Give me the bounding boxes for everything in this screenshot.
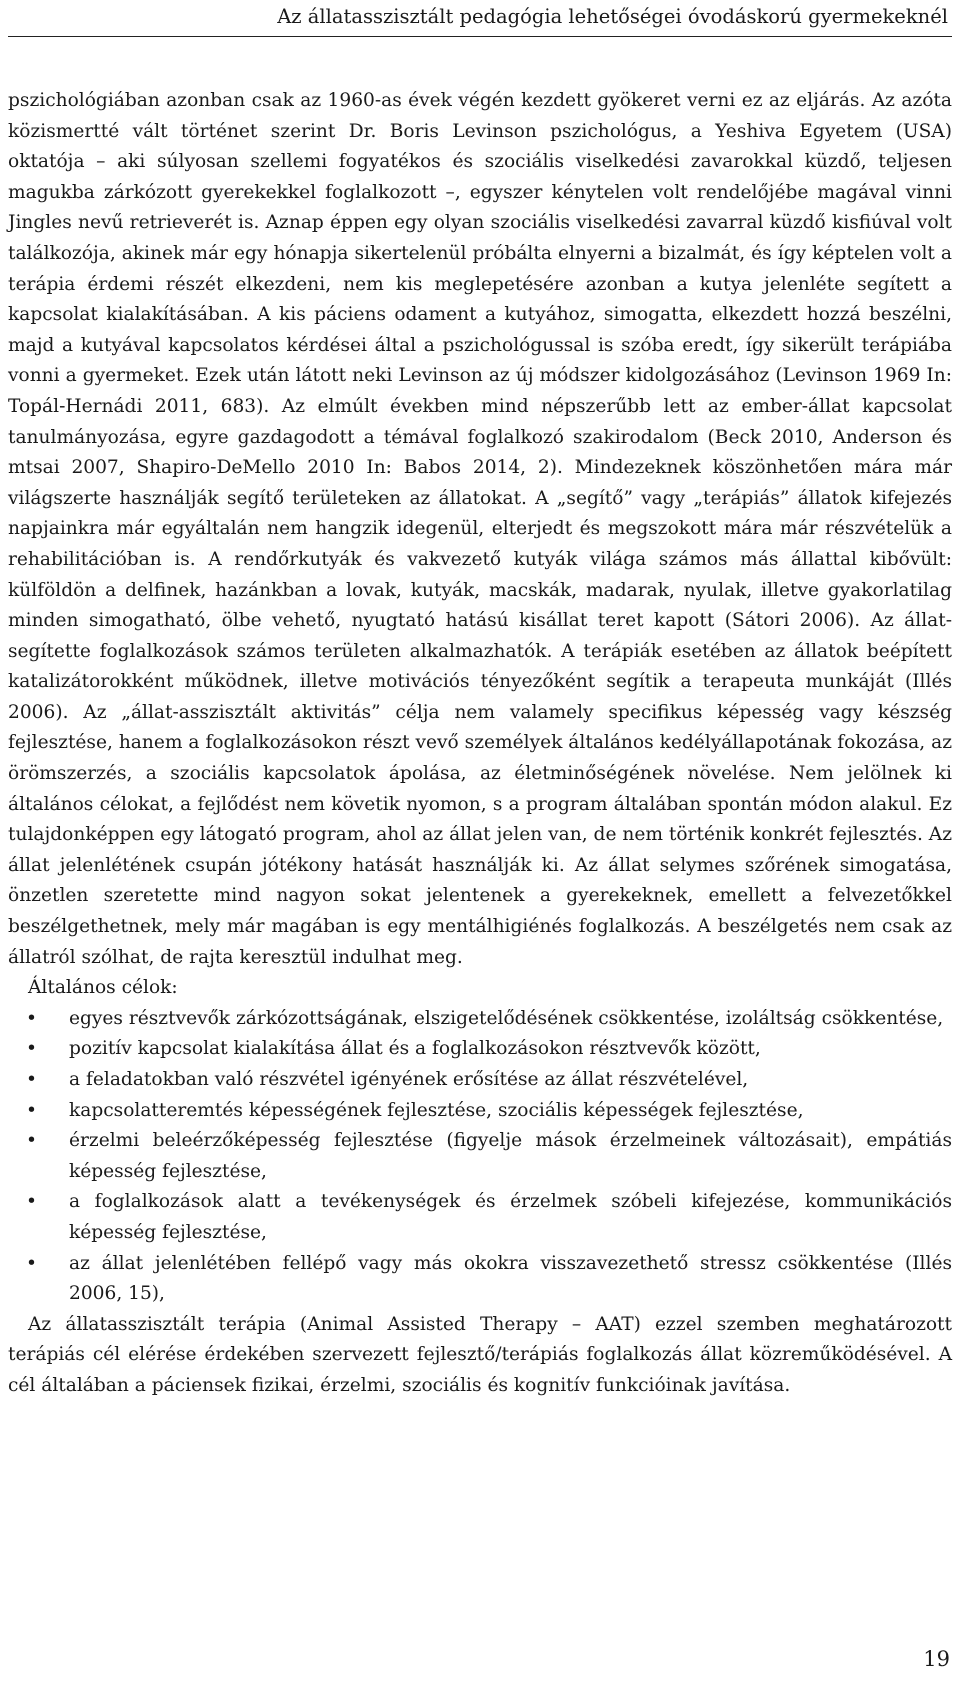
- list-item-text: kapcsolatteremtés képességének fejlesztése, szociális képességek fejlesztése,: [69, 1099, 804, 1121]
- page-body: [8, 86, 952, 1402]
- list-item-text: a feladatokban való részvétel igényének erősítése az állat részvételével,: [69, 1069, 749, 1090]
- bullet-icon: •: [26, 1099, 37, 1121]
- list-intro: Általános célok:: [28, 977, 178, 999]
- page-number: 19: [923, 1647, 950, 1671]
- list-item-text: egyes résztvevők zárkózottságának, elszigetelődésének csökkentése, izoláltság csökkentése,: [69, 1007, 944, 1029]
- goals-list: [8, 1004, 952, 1310]
- list-item: [8, 1065, 952, 1096]
- bullet-icon: •: [26, 1069, 37, 1090]
- bullet-icon: •: [26, 1038, 37, 1060]
- list-item-text: a foglalkozások alatt a tevékenységek és érzelmek szóbeli kifejezése, kommunikációs képesség fejlesztése,: [69, 1191, 952, 1243]
- bullet-icon: •: [26, 1130, 37, 1152]
- list-item: [8, 1187, 952, 1248]
- list-item: [8, 1034, 952, 1065]
- bullet-icon: •: [26, 1252, 37, 1274]
- list-item-text: érzelmi beleérzőképesség fejlesztése (figyelje mások érzelmeinek változásait), empátiás képesség fejlesztése,: [69, 1130, 952, 1182]
- list-item: [8, 1126, 952, 1187]
- body-paragraph: pszichológiában azonban csak az 1960-as évek végén kezdett gyökeret verni ez az eljárás. Az azóta közismertté vált történet szerint Dr. Boris Levinson pszichológus, a Yeshiva Egyetem (USA) oktatója – aki súlyosan szellemi fogyatékos és szociális viselkedési zavarokkal küzdő, teljesen magukba zárkózott gyerekekkel foglalkozott –, egyszer kénytelen volt rendelőjébe magával vinni Jingles nevű retrieverét is. Aznap éppen egy olyan szociális viselkedési zavarral küzdő kisfiúval volt találkozója, akinek már egy hónapja sikertelenül próbálta elnyerni a bizalmát, és így képtelen volt a terápia érdemi részét elkezdeni, nem kis meglepetésére azonban a kutya jelenléte segített a kapcsolat kialakításában. A kis páciens odament a kutyához, simogatta, elkezdett hozzá beszélni, majd a kutyával kapcsolatos kérdései által a pszichológussal is szóba eredt, így sikerült terápiába vonni a gyermeket. Ezek után látott neki Levinson az új módszer kidolgozásához (Levinson 1969 In: Topál-Hernádi 2011, 683). Az elmúlt években mind népszerűbb lett az ember-állat kapcsolat tanulmányozása, egyre gazdagodott a témával foglalkozó szakirodalom (Beck 2010, Anderson és mtsai 2007, Shapiro-DeMello 2010 In: Babos 2014, 2). Mindezeknek köszönhetően mára már világszerte használják segítő területeken az állatokat. A „segítő” vagy „terápiás” állatok kifejezés napjainkra már egyáltalán nem hangzik idegenül, elterjedt és megszokott mára már részvételük a rehabilitációban is. A rendőrkutyák és vakvezető kutyák világa számos más állattal kibővült: külföldön a delfinek, hazánkban a lovak, kutyák, macskák, madarak, nyulak, illetve gyakorlatilag minden simogatható, ölbe vehető, nyugtató hatású kisállat teret kapott (Sátori 2006). Az állat-segítette foglalkozások számos területen alkalmazhatók. A terápiák esetében az állatok beépített katalizátorokként működnek, illetve motivációs tényezőként segítik a terapeuta munkáját (Illés 2006). Az „állat-asszisztált aktivitás” célja nem valamely specifikus képesség vagy készség fejlesztése, hanem a foglalkozásokon részt vevő személyek általános kedélyállapotának fokozása, az örömszerzés, a szociális kapcsolatok ápolása, az életminőségének növelése. Nem jelölnek ki általános célokat, a fejlődést nem követik nyomon, s a program általában spontán módon alakul. Ez tulajdonképpen egy látogató program, ahol az állat jelen van, de nem történik konkrét fejlesztés. Az állat jelenlétének csupán jótékony hatását használják ki. Az állat selymes szőrének simogatása, önzetlen szeretette mind nagyon sokat jelentenek a gyerekeknek, emellett a felvezetőkkel beszélgethetnek, mely már magában is egy mentálhigiénés foglalkozás. A beszélgetés nem csak az állatról szólhat, de rajta keresztül indulhat meg.: [8, 90, 952, 968]
- list-item-text: pozitív kapcsolat kialakítása állat és a foglalkozásokon résztvevők között,: [69, 1038, 761, 1060]
- body-paragraph-aat: Az állatasszisztált terápia (Animal Assisted Therapy – AAT) ezzel szemben meghatározott terápiás cél elérése érdekében szervezett fejlesztő/terápiás foglalkozás állat közreműködésével. A cél általában a páciensek fizikai, érzelmi, szociális és kognitív funkcióinak javítása.: [8, 1313, 952, 1396]
- list-item-text: az állat jelenlétében fellépő vagy más okokra visszavezethető stressz csökkentése (Illés 2006, 15),: [69, 1252, 952, 1305]
- running-header: [8, 2, 952, 37]
- running-header-title: Az állatasszisztált pedagógia lehetőségei óvodáskorú gyermekeknél: [277, 5, 948, 28]
- bullet-icon: •: [26, 1007, 37, 1029]
- list-item: [8, 1004, 952, 1035]
- list-item: [8, 1249, 952, 1310]
- bullet-icon: •: [26, 1191, 37, 1213]
- list-item: [8, 1096, 952, 1127]
